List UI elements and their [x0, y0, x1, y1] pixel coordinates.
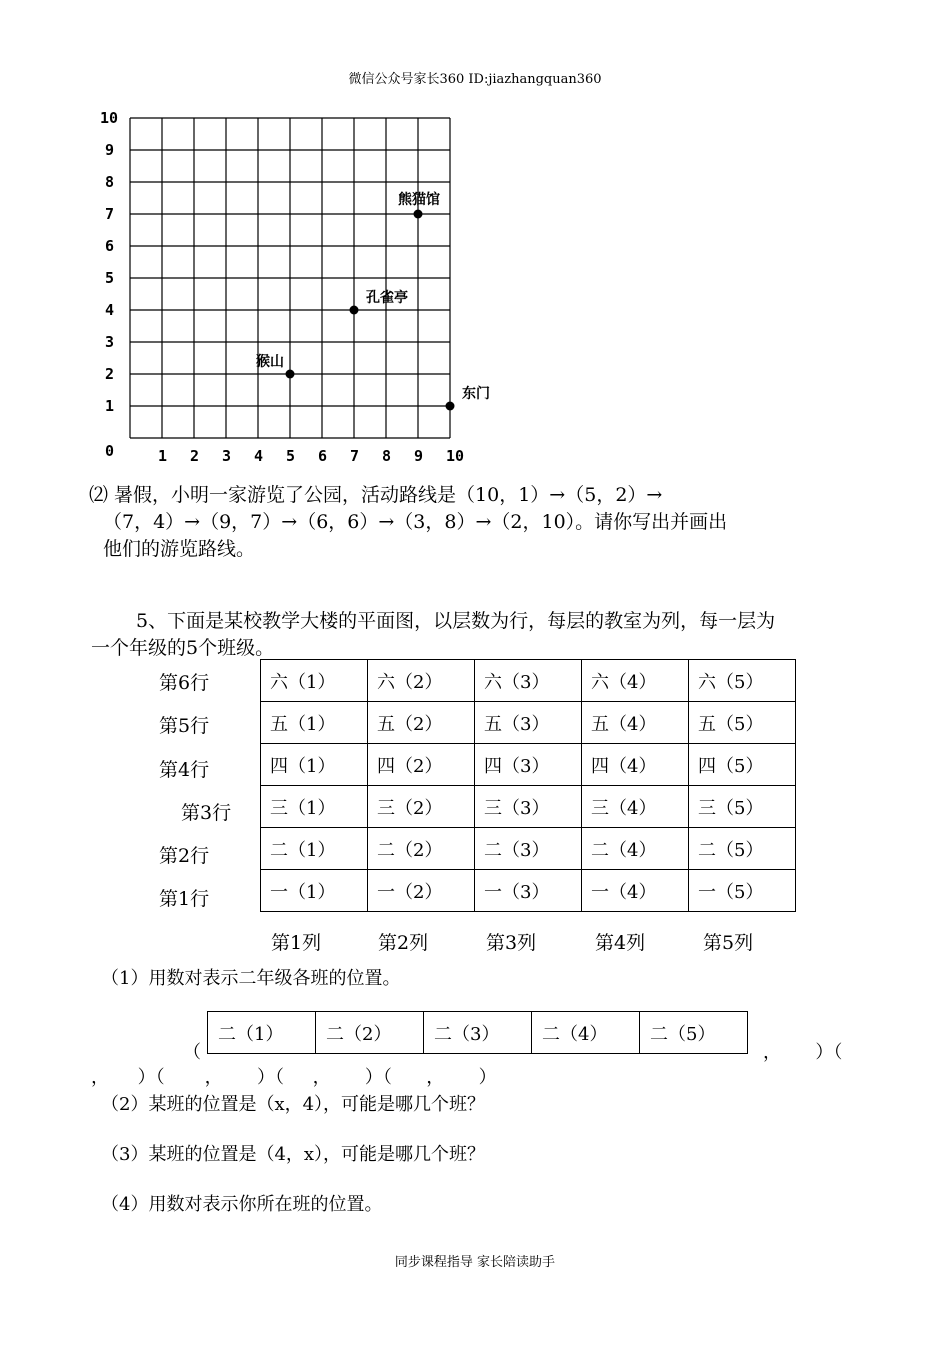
sub-question-4: （4）用数对表示你所在班的位置。 [101, 1194, 383, 1215]
answer-table [207, 1011, 748, 1054]
row-label-2: 第2行 [159, 845, 210, 867]
y-tick-label: 8 [105, 173, 115, 191]
building-table [260, 659, 796, 912]
table-row [261, 828, 796, 870]
column-label-4: 第4列 [595, 932, 646, 954]
x-tick-label: 2 [190, 447, 200, 465]
row-label-3: 第3行 [181, 802, 232, 824]
table-row [261, 702, 796, 744]
table-cell: 二（4） [582, 828, 689, 870]
table-cell: 一（1） [261, 870, 368, 912]
y-tick-label: 4 [105, 301, 115, 319]
table-cell: 三（3） [475, 786, 582, 828]
sub-question-1: （1）用数对表示二年级各班的位置。 [101, 968, 401, 989]
table-cell: 五（1） [261, 702, 368, 744]
column-label-2: 第2列 [378, 932, 429, 954]
table-cell: 四（1） [261, 744, 368, 786]
y-tick-label: 2 [105, 365, 115, 383]
table-row [208, 1012, 748, 1054]
table-cell: 三（1） [261, 786, 368, 828]
table-cell: 五（4） [582, 702, 689, 744]
table-cell: 六（5） [689, 660, 796, 702]
table-cell: 二（5） [640, 1012, 748, 1054]
point-label: 孔雀亭 [366, 290, 408, 306]
table-cell: 六（1） [261, 660, 368, 702]
x-tick-label: 3 [222, 447, 232, 465]
x-tick-label: 8 [382, 447, 392, 465]
x-tick-label: 9 [414, 447, 424, 465]
row-label-1: 第1行 [159, 888, 210, 910]
coordinate-grid [96, 106, 490, 468]
row-label-6: 第6行 [159, 672, 210, 694]
column-label-5: 第5列 [703, 932, 754, 954]
table-cell: 五（3） [475, 702, 582, 744]
x-tick-label: 10 [446, 447, 465, 465]
y-tick-label: 5 [105, 269, 115, 287]
answer-right-fragment: ， ）（ [763, 1042, 843, 1063]
table-cell: 一（3） [475, 870, 582, 912]
q5-line1: 5、下面是某校教学大楼的平面图，以层数为行，每层的教室为列，每一层为 [136, 610, 776, 632]
row-label-4: 第4行 [159, 759, 210, 781]
column-label-1: 第1列 [271, 932, 322, 954]
origin-label: 0 [105, 442, 115, 460]
x-tick-label: 7 [350, 447, 360, 465]
grid-point [350, 306, 359, 315]
page-footer: 同步课程指导 家长陪读助手 [394, 1255, 556, 1270]
x-tick-label: 5 [286, 447, 296, 465]
q5-line2: 一个年级的5个班级。 [91, 637, 275, 659]
table-cell: 三（5） [689, 786, 796, 828]
sub-question-3: （3）某班的位置是（4，x），可能是哪几个班？ [101, 1144, 486, 1165]
sub-question-2: （2）某班的位置是（x，4），可能是哪几个班？ [101, 1094, 486, 1115]
table-cell: 二（2） [316, 1012, 424, 1054]
table-cell: 一（4） [582, 870, 689, 912]
point-label: 猴山 [256, 354, 284, 370]
y-tick-label: 7 [105, 205, 115, 223]
point-label: 熊猫馆 [398, 192, 440, 208]
table-cell: 二（5） [689, 828, 796, 870]
table-cell: 五（2） [368, 702, 475, 744]
y-tick-label: 1 [105, 397, 115, 415]
q2-line3: 他们的游览路线。 [103, 538, 256, 560]
table-cell: 六（4） [582, 660, 689, 702]
open-paren: （ [183, 1042, 201, 1063]
grid-point [414, 210, 423, 219]
x-tick-label: 4 [254, 447, 264, 465]
table-cell: 三（2） [368, 786, 475, 828]
table-cell: 一（2） [368, 870, 475, 912]
table-row [261, 870, 796, 912]
table-row [261, 660, 796, 702]
q2-line1: ⑵ 暑假，小明一家游览了公园，活动路线是（10，1）→（5，2）→ [89, 484, 663, 506]
table-cell: 四（4） [582, 744, 689, 786]
grid-point [446, 402, 455, 411]
y-tick-label: 10 [100, 109, 119, 127]
table-cell: 二（2） [368, 828, 475, 870]
y-tick-label: 6 [105, 237, 115, 255]
column-label-3: 第3列 [486, 932, 537, 954]
row-label-5: 第5行 [159, 715, 210, 737]
page-header: 微信公众号家长360 ID:jiazhangquan360 [348, 72, 602, 87]
table-row [261, 786, 796, 828]
table-row [261, 744, 796, 786]
table-cell: 二（3） [424, 1012, 532, 1054]
table-cell: 五（5） [689, 702, 796, 744]
y-tick-label: 3 [105, 333, 115, 351]
table-cell: 六（3） [475, 660, 582, 702]
table-cell: 二（1） [208, 1012, 316, 1054]
table-cell: 四（5） [689, 744, 796, 786]
grid-point [286, 370, 295, 379]
x-tick-label: 1 [158, 447, 168, 465]
point-label: 东门 [462, 386, 490, 402]
table-cell: 二（4） [532, 1012, 640, 1054]
answer-blanks: ， ）（ ， ）（ ， ）（ ， ） [91, 1067, 497, 1088]
table-cell: 二（3） [475, 828, 582, 870]
y-tick-label: 9 [105, 141, 115, 159]
table-cell: 一（5） [689, 870, 796, 912]
q2-line2: （7，4）→（9，7）→（6，6）→（3，8）→（2，10）。请你写出并画出 [103, 511, 728, 533]
table-cell: 六（2） [368, 660, 475, 702]
table-cell: 四（3） [475, 744, 582, 786]
x-tick-label: 6 [318, 447, 328, 465]
table-cell: 四（2） [368, 744, 475, 786]
table-cell: 二（1） [261, 828, 368, 870]
table-cell: 三（4） [582, 786, 689, 828]
